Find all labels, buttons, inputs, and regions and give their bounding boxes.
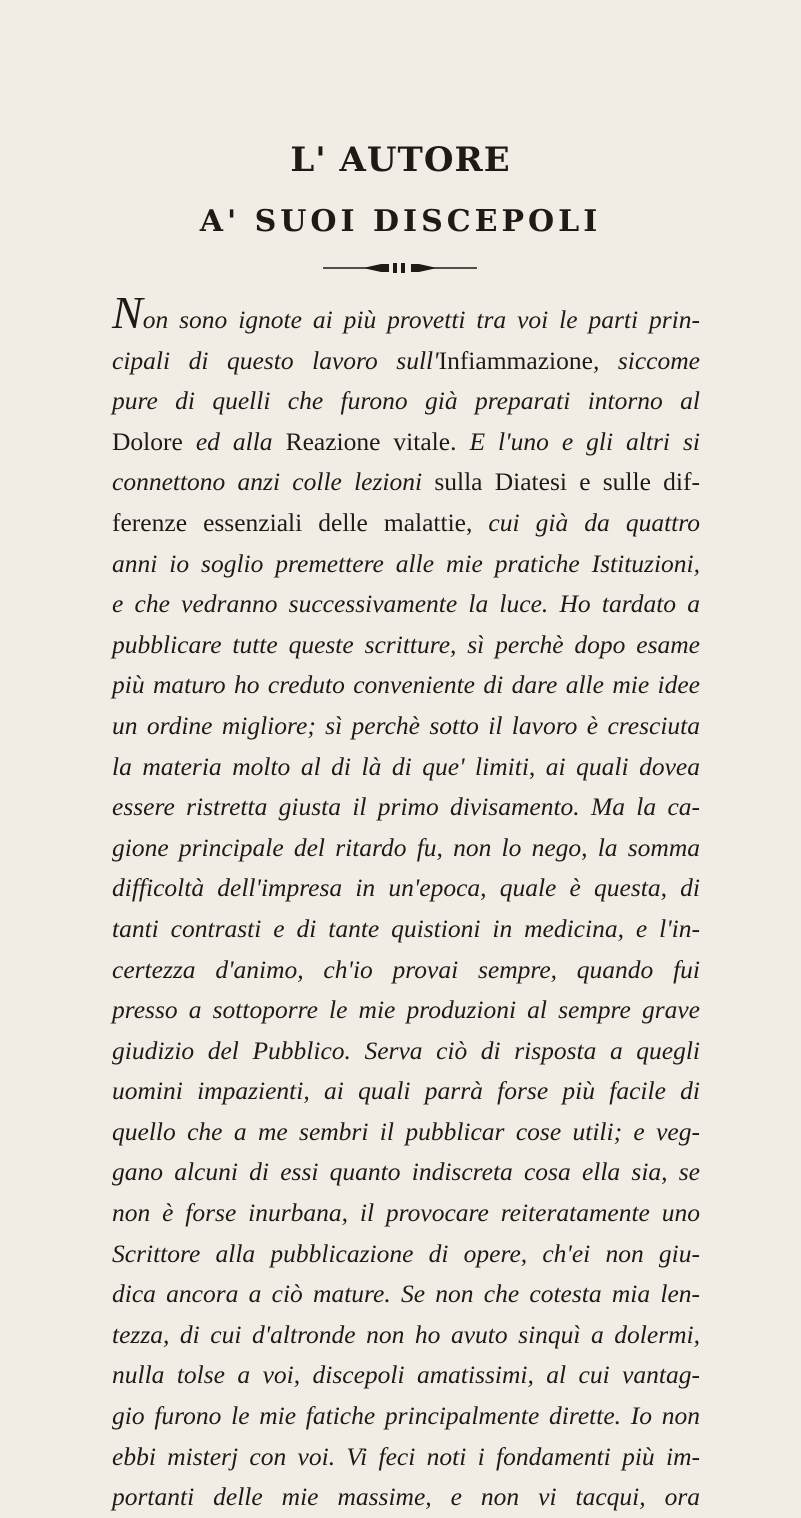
text-segment: gano alcuni di essi quanto indiscreta cosa ella sia, se — [112, 1157, 700, 1187]
text-line — [112, 1071, 700, 1112]
text-segment: Reazione vitale. — [285, 426, 470, 456]
text-line — [112, 665, 700, 706]
text-line — [112, 422, 700, 463]
text-segment: Scrittore alla pubblicazione di opere, ch'ei non giu- — [112, 1238, 700, 1268]
text-segment: anni io soglio premettere alle mie pratiche Istituzioni, — [112, 548, 700, 578]
text-segment: e che vedranno successivamente la luce. Ho tardato a — [112, 589, 700, 619]
text-line — [112, 1477, 700, 1518]
text-segment: quello che a me sembri il pubblicar cose utili; e veg- — [112, 1116, 700, 1146]
text-segment: non è forse inurbana, il provocare reiteratamente uno — [112, 1198, 700, 1228]
text-segment: gione principale del ritardo fu, non lo nego, la somma — [112, 832, 700, 862]
page-title: L' AUTORE — [290, 140, 511, 180]
text-segment: dica ancora a ciò mature. Se non che cotesta mia len- — [112, 1279, 700, 1309]
text-line — [112, 1152, 700, 1193]
text-segment: sulla Diatesi e sulle dif- — [434, 467, 700, 497]
text-line — [112, 1396, 700, 1437]
text-line — [112, 584, 700, 625]
text-line — [112, 287, 700, 341]
body-text — [112, 287, 700, 1518]
text-segment: tezza, di cui d'altronde non ho avuto sinquì a dolermi, — [112, 1319, 700, 1349]
page-subtitle: A' SUOI DISCEPOLI — [199, 204, 602, 239]
text-segment: un ordine migliore; sì perchè sotto il lavoro è cresciuta — [112, 710, 700, 740]
text-line — [112, 341, 700, 382]
text-line — [112, 1031, 700, 1072]
text-line — [112, 1193, 700, 1234]
text-segment: Dolore — [112, 426, 196, 456]
text-line — [112, 706, 700, 747]
text-line — [112, 747, 700, 788]
ornamental-rule-icon — [323, 258, 477, 278]
text-line — [112, 544, 700, 585]
text-line — [112, 950, 700, 991]
text-segment: essere ristretta giusta il primo divisamento. Ma la ca- — [112, 792, 700, 822]
text-segment: on sono ignote ai più provetti tra voi le parti prin- — [142, 305, 700, 334]
text-segment: ebbi misterj con voi. Vi feci noti i fondamenti più im- — [112, 1441, 700, 1471]
text-segment: Infiammazione — [438, 345, 593, 375]
text-line — [112, 787, 700, 828]
text-line — [112, 1112, 700, 1153]
text-line — [112, 990, 700, 1031]
text-line — [112, 503, 700, 544]
text-segment: nulla tolse a voi, discepoli amatissimi, al cui vantag- — [112, 1360, 700, 1390]
text-segment: giudizio del Pubblico. Serva ciò di risposta a quegli — [112, 1035, 700, 1065]
text-segment: E l'uno e gli altri si — [469, 426, 700, 456]
text-segment: cui già da quattro — [488, 507, 700, 537]
text-line — [112, 1315, 700, 1356]
text-segment: pubblicare tutte queste scritture, sì perchè dopo esame — [112, 629, 700, 659]
text-line — [112, 1355, 700, 1396]
text-segment: tanti contrasti e di tante quistioni in medicina, e l'in- — [112, 913, 700, 943]
text-segment: difficoltà dell'impresa in un'epoca, quale è questa, di — [112, 873, 700, 903]
text-segment: ferenze essenziali delle malattie, — [112, 507, 489, 537]
text-segment: presso a sottoporre le mie produzioni al sempre grave — [112, 995, 700, 1025]
text-segment: certezza d'animo, ch'io provai sempre, quando fui — [112, 954, 700, 984]
text-segment: più maturo ho creduto conveniente di dare alle mie idee — [112, 670, 700, 700]
text-segment: uomini impazienti, ai quali parrà forse più facile di — [112, 1076, 700, 1106]
text-line — [112, 868, 700, 909]
drop-cap: N — [112, 287, 143, 338]
text-line — [112, 625, 700, 666]
text-line — [112, 1274, 700, 1315]
text-line — [112, 1437, 700, 1478]
text-line — [112, 381, 700, 422]
text-line — [112, 462, 700, 503]
text-segment: pure di quelli che furono già preparati intorno al — [112, 386, 700, 416]
text-segment: la materia molto al di là di que' limiti, ai quali dovea — [112, 751, 700, 781]
text-line — [112, 909, 700, 950]
text-line — [112, 828, 700, 869]
text-segment: ed alla — [195, 426, 286, 456]
text-segment: portanti delle mie massime, e non vi tacqui, ora — [112, 1482, 700, 1512]
text-line — [112, 1234, 700, 1275]
text-segment: cipali di questo lavoro sull' — [112, 345, 439, 375]
text-segment: gio furono le mie fatiche principalmente dirette. Io non — [112, 1401, 700, 1431]
text-segment: connettono anzi colle lezioni — [112, 467, 435, 497]
text-segment: , siccome — [592, 345, 700, 375]
